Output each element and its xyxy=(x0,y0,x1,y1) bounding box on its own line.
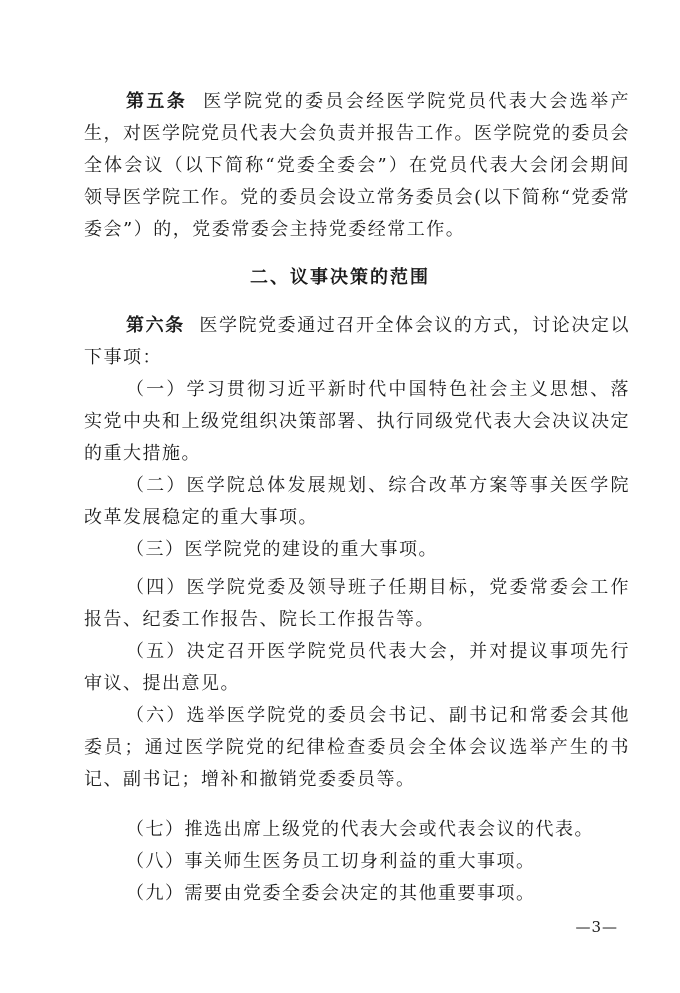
article-5-label: 第五条 xyxy=(126,91,188,112)
list-item: （八）事关师生医务员工切身利益的重大事项。 xyxy=(126,851,536,872)
article-6-label: 第六条 xyxy=(126,315,185,336)
list-item: （一）学习贯彻习近平新时代中国特色社会主义思想、落实党中央和上级党组织决策部署、执行同级党代表大会决议决定的重大措施。 xyxy=(84,379,630,464)
article-6-paragraph xyxy=(84,310,630,374)
list-item: （三）医学院党的建设的重大事项。 xyxy=(126,539,438,560)
list-item: （二）医学院总体发展规划、综合改革方案等事关医学院改革发展稳定的重大事项。 xyxy=(84,475,630,528)
section-heading: 二、议事决策的范围 xyxy=(250,267,430,288)
list-item: （五）决定召开医学院党员代表大会，并对提议事项先行审议、提出意见。 xyxy=(84,641,630,694)
article-5-paragraph xyxy=(84,86,630,246)
list-item: （七）推选出席上级党的代表大会或代表会议的代表。 xyxy=(126,819,594,840)
article-6-text: 医学院党委通过召开全体会议的方式，讨论决定以下事项： xyxy=(84,315,631,368)
list-item: （九）需要由党委全委会决定的其他重要事项。 xyxy=(126,883,536,904)
page-number: —3— xyxy=(575,918,618,936)
list-item: （六）选举医学院党的委员会书记、副书记和常委会其他委员；通过医学院党的纪律检查委员会全体会议选举产生的书记、副书记；增补和撤销党委委员等。 xyxy=(84,705,630,790)
list-item: （四）医学院党委及领导班子任期目标，党委常委会工作报告、纪委工作报告、院长工作报告等。 xyxy=(84,577,630,630)
article-5-text: 医学院党的委员会经医学院党员代表大会选举产生，对医学院党员代表大会负责并报告工作。医学院党的委员会全体会议（以下简称“党委全委会”）在党员代表大会闭会期间领导医学院工作。党的委员会设立常务委员会(以下简称“党委常委会”）的，党委常委会主持党委经常工作。 xyxy=(84,91,631,240)
